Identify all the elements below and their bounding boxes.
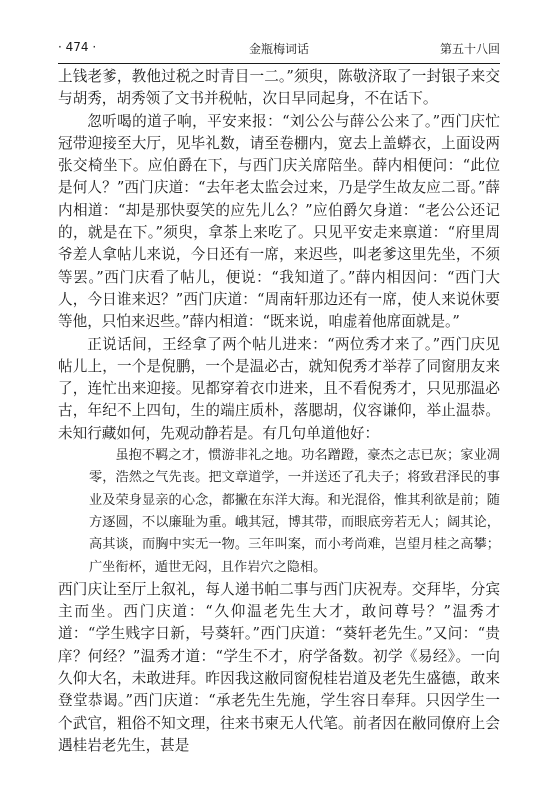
page-header	[58, 40, 500, 58]
header-rule	[58, 63, 500, 64]
page-body	[58, 66, 500, 757]
paragraph-visit: 忽听喝的道子响，平安来报：“刘公公与薛公公来了。”西门庆忙冠带迎接至大厅，见毕礼数，请至卷棚内，宽去上盖蟒衣，上面设两张交椅坐下。应伯爵在下，与西门庆关席陪坐。薛内相便问：“此位是何人？”西门庆道：“去年老太监会过来，乃是学生故友应二哥。”薛内相道：“却是那快耍笑的应先儿么？”应伯爵欠身道：“老公公还记的，就是在下。”须臾，拿茶上来吃了。只见平安走来禀道：“府里周爷差人拿帖儿来说，今日还有一席，来迟些，叫老爹这里先坐，不须等罢。”西门庆看了帖儿，便说：“我知道了。”薛内相因问：“西门大人，今日谁来迟？”西门庆道：“周南轩那边还有一席，使人来说休要等他，只怕来迟些。”薛内相道：“既来说，咱虚着他席面就是。”	[58, 112, 500, 331]
paragraph-continuation: 上钱老爹，教他过税之时青目一二。”须臾，陈敬济取了一封银子来交与胡秀，胡秀领了文书并税帖，次日早同起身，不在话下。	[58, 68, 500, 108]
paragraph-closing: 西门庆让至厅上叙礼，每人递书帕二事与西门庆祝寿。交拜毕，分宾主而坐。西门庆道：“久仰温老先生大才，敢问尊号？”温秀才道：“学生贱字日新，号葵轩。”西门庆道：“葵轩老先生。”又问：“贵庠？何经？”温秀才道：“学生不才，府学备数。初学《易经》。一向久仰大名，未敢进拜。昨因我这敝同窗倪桂岩道及老先生盛德，敢来登堂恭谒。”西门庆道：“承老先生先施，学生容日奉拜。只因学生一个武官，粗俗不知文理，往来书柬无人代笔。前者因在敝同僚府上会遇桂岩老先生，甚是	[58, 580, 500, 754]
inset-verse: 虽抱不羁之才，惯游非礼之地。功名蹭蹬，豪杰之志已灰；家业凋零，浩然之气先丧。把文章道学，一并送还了孔夫子；将致君泽民的事业及荣身显亲的心念，都撇在东洋大海。和光混俗，惟其利欲是前；随方逐圆，不以廉耻为重。峨其冠，博其带，而眼底旁若无人；阔其论，高其谈，而胸中实无一物。三年叫案，而小考尚难，岂望月桂之高攀；广坐衔杯，遁世无闷，且作岩穴之隐相。	[89, 448, 500, 575]
book-title: 金瓶梅词话	[248, 42, 309, 56]
page-number: · 474 ·	[58, 40, 97, 54]
paragraph-scholars: 正说话间，王经拿了两个帖儿进来：“两位秀才来了。”西门庆见帖儿上，一个是倪鹏，一个是温必古，就知倪秀才举荐了同窗朋友来了，连忙出来迎接。见都穿着衣巾进来，且不看倪秀才，只见那温必古，年纪不上四旬，生的端庄质朴，落腮胡，仪容谦仰，举止温恭。未知行藏如何，先观动静若是。有几句单道他好：	[58, 335, 500, 442]
chapter-title: 第五十八回	[439, 42, 500, 56]
